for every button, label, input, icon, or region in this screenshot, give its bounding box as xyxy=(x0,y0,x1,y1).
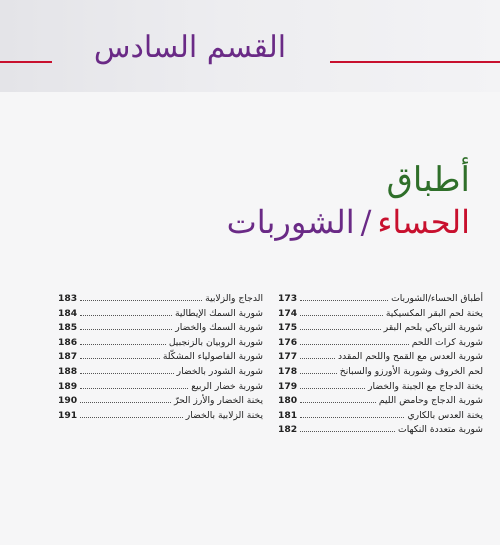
toc-entry-title: شوربة الشودر بالخضار xyxy=(176,365,263,377)
toc-entry-title: يخنة الدجاج مع الجبنة والخضار xyxy=(368,380,483,392)
toc-leader-dots xyxy=(300,373,337,374)
chapter-title-line2 xyxy=(227,203,470,241)
title-word-soups: الشوربات xyxy=(226,202,355,241)
toc-entry-title: شوربة السمك الإيطالية xyxy=(175,307,263,319)
toc-entry[interactable] xyxy=(278,337,483,352)
toc-entry-title: الدجاج والزلابية xyxy=(205,293,263,304)
toc-entry[interactable] xyxy=(278,366,483,381)
toc-entry[interactable] xyxy=(58,381,263,396)
toc-entry-title: شوربة السمك والخضار xyxy=(175,322,263,334)
toc-entry-page: 181 xyxy=(278,409,298,421)
toc-entry-title: شوربة الترياكي بلحم البقر xyxy=(383,322,483,334)
toc-entry-title: يخنة الزلابية بالخضار xyxy=(185,409,263,421)
toc-leader-dots xyxy=(300,358,335,359)
toc-entry-title: يخنة لحم البقر المكسيكية xyxy=(385,307,483,319)
toc-entry-title: يخنة العدس بالكاري xyxy=(407,409,483,421)
toc-entry[interactable] xyxy=(58,366,263,381)
section-title: القسم السادس xyxy=(93,30,287,65)
toc-leader-dots xyxy=(80,417,183,418)
toc-entry-page: 178 xyxy=(278,365,298,377)
toc-entry-title: شوربة الدجاج وحامض الليم xyxy=(378,395,483,407)
toc-leader-dots xyxy=(300,402,376,403)
toc-entry-title: يخنة الخضار والأرز الحرّ xyxy=(174,395,263,407)
toc-entry-title: أطباق الحساء/الشوربات xyxy=(391,293,483,304)
toc-column-left xyxy=(58,293,263,424)
toc-entry[interactable] xyxy=(278,410,483,425)
toc-entry-page: 189 xyxy=(58,380,78,392)
toc-leader-dots xyxy=(300,388,365,389)
toc-entry[interactable] xyxy=(278,351,483,366)
toc-entry[interactable] xyxy=(58,308,263,323)
toc-entry-page: 173 xyxy=(278,293,298,304)
toc-entry-page: 186 xyxy=(58,336,78,348)
toc-entry-title: شوربة متعددة النكهات xyxy=(398,424,483,436)
toc-entry[interactable] xyxy=(278,381,483,396)
toc-entry[interactable] xyxy=(58,410,263,425)
toc-leader-dots xyxy=(80,315,172,316)
toc-leader-dots xyxy=(80,300,202,301)
toc-entry-page: 188 xyxy=(58,365,78,377)
toc-leader-dots xyxy=(80,373,173,374)
toc-entry-page: 184 xyxy=(58,307,78,319)
toc-leader-dots xyxy=(80,402,171,403)
toc-entry-page: 177 xyxy=(278,351,298,363)
toc-entry[interactable] xyxy=(58,322,263,337)
toc-entry-title: لحم الخروف وشوربة الأورزو والسبانخ xyxy=(339,365,483,377)
toc-entry[interactable] xyxy=(278,322,483,337)
toc-entry[interactable] xyxy=(278,308,483,323)
toc-leader-dots xyxy=(300,300,388,301)
toc-leader-dots xyxy=(300,417,404,418)
toc-entry[interactable] xyxy=(278,424,483,439)
toc-entry-page: 183 xyxy=(58,293,78,304)
toc-entry[interactable] xyxy=(278,395,483,410)
toc-column-right xyxy=(278,293,483,439)
toc-entry[interactable] xyxy=(58,351,263,366)
toc-entry-page: 180 xyxy=(278,395,298,407)
toc-entry-page: 191 xyxy=(58,409,78,421)
header-rule-left xyxy=(0,61,52,63)
toc-leader-dots xyxy=(300,315,383,316)
toc-entry-title: شوربة خضار الربيع xyxy=(191,380,263,392)
toc-leader-dots xyxy=(300,329,381,330)
toc-entry-page: 185 xyxy=(58,322,78,334)
toc-leader-dots xyxy=(80,388,188,389)
toc-entry-page: 175 xyxy=(278,322,298,334)
toc-entry-page: 182 xyxy=(278,424,298,436)
toc-leader-dots xyxy=(80,358,160,359)
toc-entry-title: شوربة العدس مع القمح واللحم المقدد xyxy=(338,351,483,363)
title-word-soup: الحساء xyxy=(377,202,470,241)
chapter-title xyxy=(227,160,470,241)
toc-leader-dots xyxy=(80,344,166,345)
header-rule-right xyxy=(330,61,500,63)
toc-entry-title: شوربة كرات اللحم xyxy=(411,336,483,348)
toc-entry-page: 187 xyxy=(58,351,78,363)
title-separator: / xyxy=(360,202,372,241)
toc-entry-page: 190 xyxy=(58,395,78,407)
toc-entry-title: شوربة الفاصولياء المشكّلة xyxy=(162,351,263,363)
toc-entry[interactable] xyxy=(278,293,483,308)
toc-entry-page: 179 xyxy=(278,380,298,392)
toc-leader-dots xyxy=(80,329,172,330)
toc-leader-dots xyxy=(300,344,409,345)
toc-entry[interactable] xyxy=(58,293,263,308)
toc-entry[interactable] xyxy=(58,395,263,410)
toc-entry-page: 174 xyxy=(278,307,298,319)
toc-entry-title: شوربة الروبيان بالزنجبيل xyxy=(168,336,263,348)
toc-entry[interactable] xyxy=(58,337,263,352)
chapter-title-line1: أطباق xyxy=(386,160,470,200)
toc-leader-dots xyxy=(300,431,395,432)
toc-entry-page: 176 xyxy=(278,336,298,348)
